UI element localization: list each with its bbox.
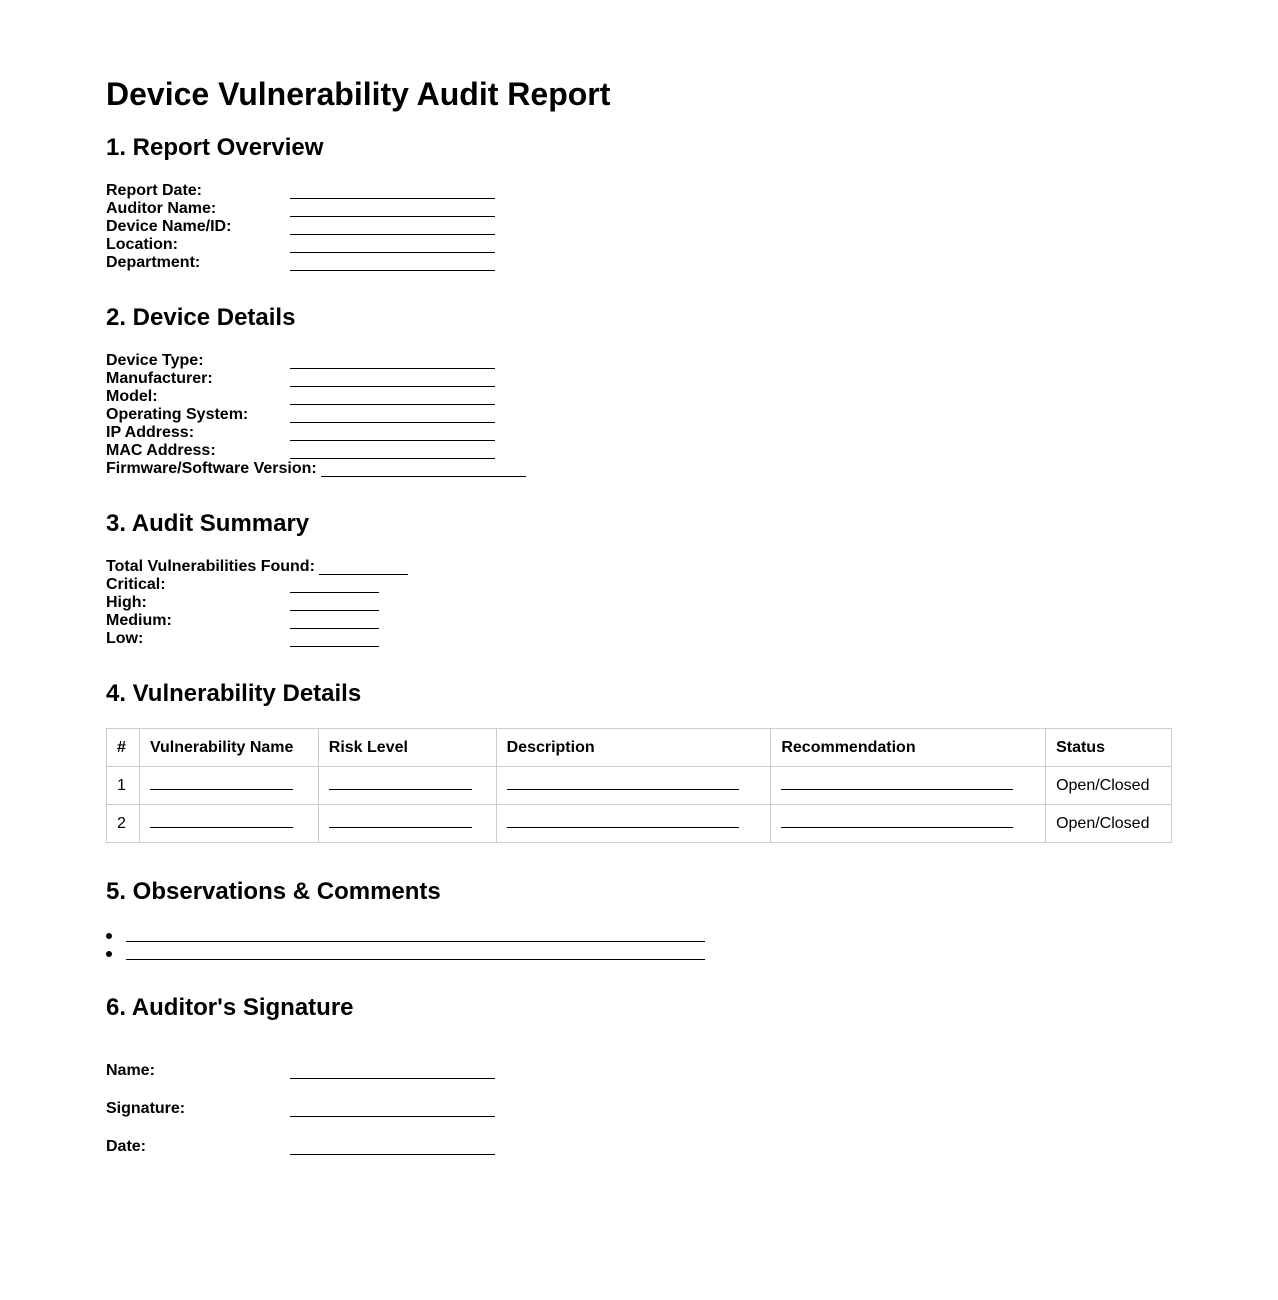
device-name-id-blank[interactable] (290, 234, 495, 235)
signature-blank[interactable] (290, 1116, 495, 1117)
high-blank[interactable] (290, 610, 379, 611)
vulnerability-table-wrap (106, 728, 1172, 843)
firmware-version-blank[interactable] (321, 476, 526, 477)
low-blank[interactable] (290, 646, 379, 647)
column-header-description: Description (496, 729, 771, 767)
section-heading-observations: 5. Observations & Comments (106, 878, 441, 905)
vulnerability-table (106, 728, 1172, 843)
location-blank[interactable] (290, 252, 495, 253)
row-number: 1 (107, 767, 140, 805)
mac-address-blank[interactable] (290, 458, 495, 459)
risk-level-cell[interactable] (318, 767, 496, 805)
operating-system-blank[interactable] (290, 422, 495, 423)
status-cell[interactable]: Open/Closed (1046, 767, 1172, 805)
bullet-icon (106, 933, 112, 939)
manufacturer-blank[interactable] (290, 386, 495, 387)
section-heading-vulnerability-details: 4. Vulnerability Details (106, 680, 362, 707)
vulnerability-name-cell[interactable] (139, 767, 318, 805)
status-cell[interactable]: Open/Closed (1046, 805, 1172, 843)
observation-line-1[interactable] (126, 941, 705, 942)
table-row (107, 767, 1172, 805)
observation-line-2[interactable] (126, 959, 705, 960)
column-header-risk-level: Risk Level (318, 729, 496, 767)
section-heading-audit-summary: 3. Audit Summary (106, 510, 310, 537)
row-number: 2 (107, 805, 140, 843)
column-header-number: # (107, 729, 140, 767)
total-vulnerabilities-blank[interactable] (319, 574, 408, 575)
report-title: Device Vulnerability Audit Report (106, 76, 611, 112)
signature-name-blank[interactable] (290, 1078, 495, 1079)
department-blank[interactable] (290, 270, 495, 271)
recommendation-cell[interactable] (771, 805, 1046, 843)
model-blank[interactable] (290, 404, 495, 405)
table-header-row (107, 729, 1172, 767)
medium-blank[interactable] (290, 628, 379, 629)
vulnerability-name-cell[interactable] (139, 805, 318, 843)
device-type-blank[interactable] (290, 368, 495, 369)
section-heading-signature: 6. Auditor's Signature (106, 994, 354, 1021)
report-date-blank[interactable] (290, 198, 495, 199)
description-cell[interactable] (496, 805, 771, 843)
risk-level-cell[interactable] (318, 805, 496, 843)
column-header-recommendation: Recommendation (771, 729, 1046, 767)
table-row (107, 805, 1172, 843)
bullet-icon (106, 951, 112, 957)
section-heading-overview: 1. Report Overview (106, 134, 324, 161)
description-cell[interactable] (496, 767, 771, 805)
critical-blank[interactable] (290, 592, 379, 593)
recommendation-cell[interactable] (771, 767, 1046, 805)
section-heading-device-details: 2. Device Details (106, 304, 296, 331)
column-header-vulnerability-name: Vulnerability Name (139, 729, 318, 767)
column-header-status: Status (1046, 729, 1172, 767)
ip-address-blank[interactable] (290, 440, 495, 441)
signature-date-blank[interactable] (290, 1154, 495, 1155)
auditor-name-blank[interactable] (290, 216, 495, 217)
